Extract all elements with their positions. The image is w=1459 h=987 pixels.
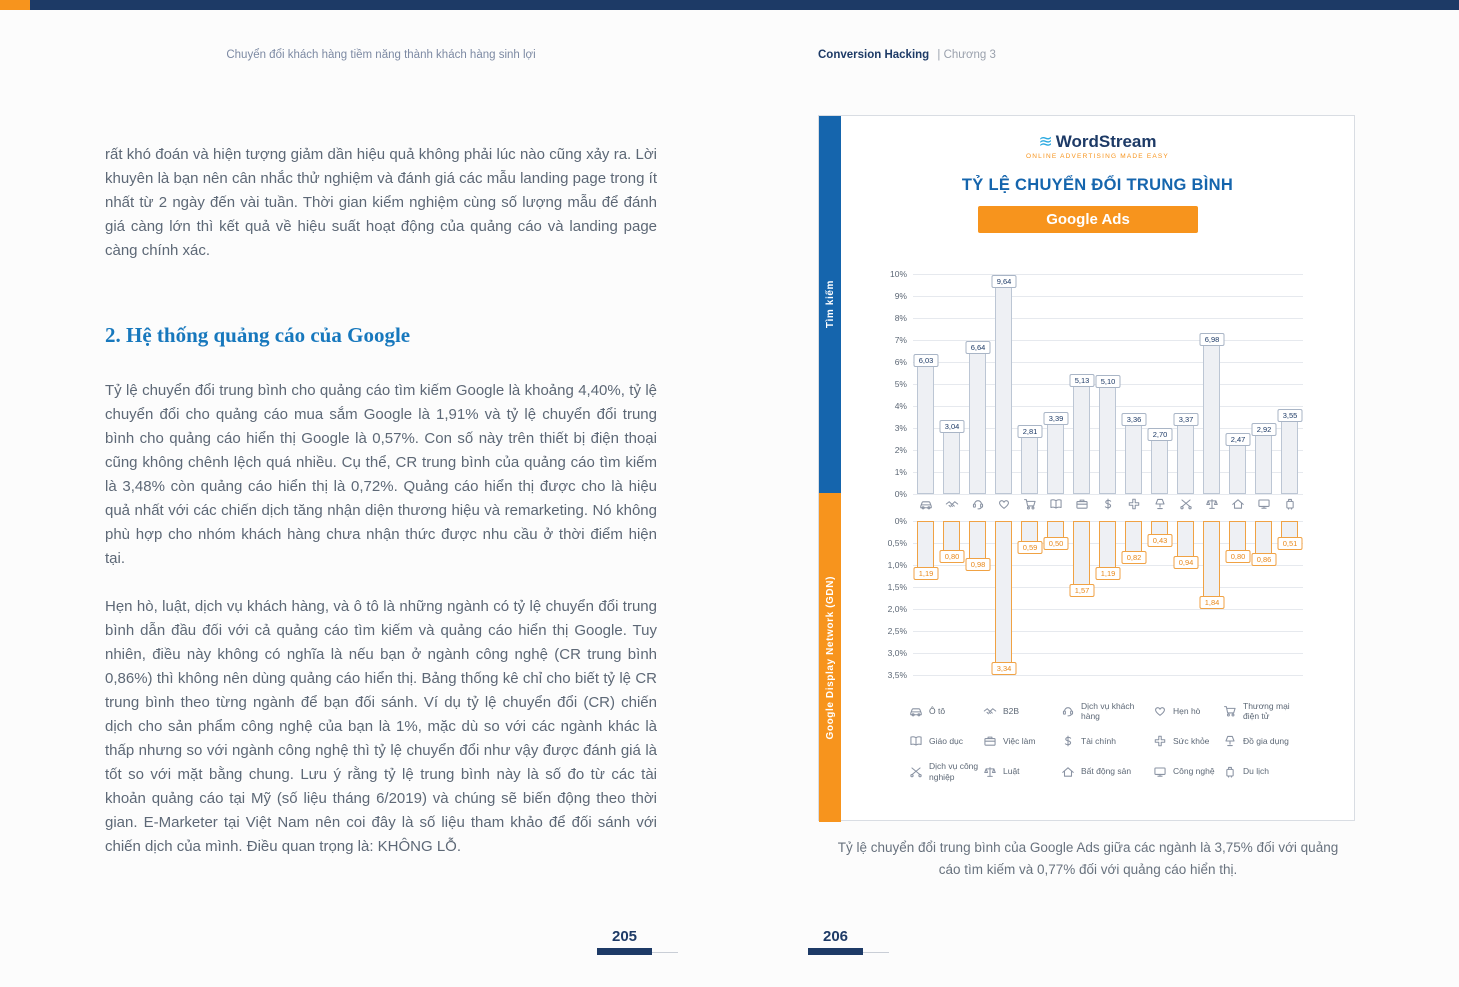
bar-value-label: 0,80 — [940, 550, 965, 563]
scales-icon — [983, 765, 997, 779]
figure-card — [818, 115, 1355, 821]
page-number-left-block — [597, 928, 652, 955]
bar-value-label: 3,37 — [1174, 413, 1199, 426]
briefcase-icon — [1069, 497, 1095, 516]
axis-tick-label: 1,0% — [887, 560, 907, 570]
bar-value-label: 5,10 — [1096, 375, 1121, 388]
search-section-label: Tìm kiếm — [824, 280, 836, 329]
headset-icon — [971, 497, 985, 511]
car-icon — [919, 497, 933, 511]
axis-tick-label: 9% — [894, 291, 907, 301]
bar-column — [1043, 521, 1069, 675]
page-number-rule — [652, 952, 678, 953]
left-page-text-column — [105, 143, 657, 859]
search-bar — [1151, 435, 1168, 494]
search-section-strip — [819, 116, 841, 493]
category-icon-axis — [913, 497, 1303, 517]
legend-item — [1153, 734, 1223, 748]
legend-item — [983, 761, 1061, 781]
bar-value-label: 2,70 — [1148, 428, 1173, 441]
legend-item — [1061, 734, 1153, 748]
bar-column — [1121, 521, 1147, 675]
gdn-section-label: Google Display Network (GDN) — [824, 575, 836, 740]
axis-tick-label: 3,0% — [887, 648, 907, 658]
axis-tick-label: 0% — [894, 489, 907, 499]
house-icon — [1061, 765, 1075, 779]
bar-value-label: 0,51 — [1278, 537, 1303, 550]
handshake-icon — [939, 497, 965, 516]
search-bar — [1047, 419, 1064, 494]
axis-tick-label: 0% — [894, 516, 907, 526]
bar-column — [991, 274, 1017, 494]
heart-icon — [997, 497, 1011, 511]
legend-item — [1223, 761, 1309, 781]
house-icon — [1231, 497, 1245, 511]
briefcase-icon — [983, 734, 997, 748]
bar-value-label: 3,55 — [1278, 409, 1303, 422]
body-paragraph: Hẹn hò, luật, dịch vụ khách hàng, và ô tô là những ngành có tỷ lệ chuyển đổi trung bình dẫn đầu đối với cả quảng cáo tìm kiếm và quảng cáo hiển thị Google. Tuy nhiên, điều này không có nghĩa là nếu bạn ở ngành công nghệ (CR trung bình 0,86%) thì không nên dùng quảng cáo hiển thị. Bảng thống kê chỉ cho biết tỷ lệ CR trung bình theo từng ngành để bạn đối sánh. Ví dụ tỷ lệ chuyển đổi (CR) chiến dịch cho sản phẩm công nghệ của bạn là 1%, mặc dù so với các ngành khác là thấp nhưng so với ngành công nghệ thì tỷ lệ chuyển đổi như vậy được đánh giá là tốt so với mặt bằng chung. Lưu ý rằng tỷ lệ trung bình này là số đo từ các tài khoản quảng cáo tại Mỹ (số liệu tháng 6/2019) và chúng sẽ biến động theo thời gian. E-Marketer tại Việt Nam nên coi đây là số liệu tham khảo để đối sánh với chiến dịch của mình. Điều quan trọng là: KHÔNG LỖ. — [105, 598, 657, 855]
axis-tick-label: 3,5% — [887, 670, 907, 680]
bar-value-label: 6,98 — [1200, 333, 1225, 346]
car-icon — [909, 704, 923, 718]
legend-label: B2B — [1003, 706, 1020, 717]
bar-column — [1017, 521, 1043, 675]
bar-value-label: 0,43 — [1148, 534, 1173, 547]
display-bar — [1203, 521, 1220, 602]
dollar-icon — [1095, 497, 1121, 516]
monitor-icon — [1251, 497, 1277, 516]
legend-label: Việc làm — [1003, 736, 1036, 747]
display-bar-chart — [887, 516, 1303, 680]
bar-column — [1251, 274, 1277, 494]
axis-tick-label: 2,5% — [887, 626, 907, 636]
search-bar — [1203, 340, 1220, 494]
legend-label: Giáo dục — [929, 736, 964, 747]
bar-value-label: 2,81 — [1018, 425, 1043, 438]
search-bar — [1099, 382, 1116, 494]
lamp-icon — [1223, 734, 1237, 748]
bar-value-label: 3,34 — [992, 662, 1017, 675]
heart-icon — [1153, 704, 1167, 718]
search-bar — [1125, 420, 1142, 494]
google-ads-badge: Google Ads — [978, 206, 1198, 233]
bar-value-label: 3,36 — [1122, 413, 1147, 426]
legend-item — [1061, 761, 1153, 781]
health-cross-icon — [1121, 497, 1147, 516]
bar-value-label: 0,86 — [1252, 553, 1277, 566]
scales-icon — [983, 765, 997, 779]
cart-icon — [1223, 704, 1237, 718]
monitor-icon — [1257, 497, 1271, 511]
search-bar-chart — [889, 269, 1303, 499]
dollar-icon — [1101, 497, 1115, 511]
book-icon — [1043, 497, 1069, 516]
book-title: Conversion Hacking — [818, 49, 930, 61]
axis-tick-label: 7% — [894, 335, 907, 345]
bar-value-label: 3,04 — [940, 420, 965, 433]
bar-column — [1043, 274, 1069, 494]
bar-column — [1095, 274, 1121, 494]
legend-item — [1223, 701, 1309, 721]
search-bar — [1229, 440, 1246, 494]
bar-column — [1277, 521, 1303, 675]
handshake-icon — [983, 704, 997, 718]
car-icon — [913, 497, 939, 516]
legend-label: Du lịch — [1243, 766, 1269, 777]
house-icon — [1225, 497, 1251, 516]
bar-value-label: 1,84 — [1200, 596, 1225, 609]
health-cross-icon — [1153, 734, 1167, 748]
bar-value-label: 0,82 — [1122, 551, 1147, 564]
bar-value-label: 0,50 — [1044, 537, 1069, 550]
scales-icon — [1199, 497, 1225, 516]
handshake-icon — [945, 497, 959, 511]
book-icon — [909, 734, 923, 748]
display-bar — [1099, 521, 1116, 573]
bar-value-label: 1,57 — [1070, 584, 1095, 597]
search-bar — [1073, 381, 1090, 494]
scissors-icon — [909, 765, 923, 779]
axis-tick-label: 2,0% — [887, 604, 907, 614]
house-icon — [1061, 765, 1075, 779]
figure-caption: Tỷ lệ chuyển đổi trung bình của Google Ads giữa các ngành là 3,75% đối với quảng cáo tìm kiếm và 0,77% đối với quảng cáo hiển thị. — [837, 840, 1339, 878]
legend-label: Ô tô — [929, 706, 946, 717]
legend-item — [1223, 734, 1309, 748]
gdn-section-strip — [819, 493, 841, 822]
section-heading: 2. Hệ thống quảng cáo của Google — [105, 323, 411, 347]
heart-icon — [1153, 704, 1167, 718]
bar-value-label: 0,98 — [966, 558, 991, 571]
legend-item — [909, 701, 983, 721]
chapter-label: | Chương 3 — [937, 49, 996, 61]
search-bar — [969, 348, 986, 494]
car-icon — [909, 704, 923, 718]
dollar-icon — [1061, 734, 1075, 748]
figure-title: TỶ LỆ CHUYỂN ĐỔI TRUNG BÌNH — [961, 176, 1234, 194]
axis-tick-label: 3% — [894, 423, 907, 433]
bar-column — [1121, 274, 1147, 494]
scales-icon — [1205, 497, 1219, 511]
bar-column — [1095, 521, 1121, 675]
wave-icon: ≋ — [1038, 132, 1053, 151]
bar-column — [1147, 274, 1173, 494]
search-bar — [1021, 432, 1038, 494]
legend-label: Bất động sản — [1081, 766, 1132, 777]
headset-icon — [965, 497, 991, 516]
page-number-rule — [863, 952, 889, 953]
bar-value-label: 5,13 — [1070, 374, 1095, 387]
wordstream-logo — [841, 132, 1354, 160]
page-number-bar — [808, 948, 863, 955]
bar-value-label: 6,03 — [914, 354, 939, 367]
legend-label: Đồ gia dụng — [1243, 736, 1289, 747]
monitor-icon — [1153, 765, 1167, 779]
lamp-icon — [1153, 497, 1167, 511]
search-bar — [917, 361, 934, 494]
axis-tick-label: 10% — [889, 269, 907, 279]
axis-tick-label: 0,5% — [887, 538, 907, 548]
legend-label: Dịch vụ khách hàng — [1081, 701, 1135, 722]
brand-name: WordStream — [1055, 132, 1157, 151]
display-bar — [1073, 521, 1090, 590]
bar-value-label: 2,47 — [1226, 433, 1251, 446]
handshake-icon — [983, 704, 997, 718]
legend-item — [1061, 701, 1153, 721]
bar-column — [939, 521, 965, 675]
monitor-icon — [1153, 765, 1167, 779]
legend-label: Dịch vụ công nghiệp — [929, 761, 979, 782]
luggage-icon — [1223, 765, 1237, 779]
legend-item — [983, 734, 1061, 748]
bar-value-label: 9,64 — [992, 275, 1017, 288]
legend-label: Sức khỏe — [1173, 736, 1210, 747]
axis-tick-label: 1% — [894, 467, 907, 477]
bar-column — [1069, 521, 1095, 675]
page-number-right-block — [808, 928, 863, 955]
bar-column — [1199, 521, 1225, 675]
axis-tick-label: 4% — [894, 401, 907, 411]
search-bar — [1255, 430, 1272, 494]
luggage-icon — [1223, 765, 1237, 779]
bar-value-label: 2,92 — [1252, 423, 1277, 436]
legend-item — [909, 734, 983, 748]
axis-tick-label: 2% — [894, 445, 907, 455]
bar-value-label: 0,80 — [1226, 550, 1251, 563]
bar-column — [991, 521, 1017, 675]
brand-tagline: ONLINE ADVERTISING MADE EASY — [1026, 153, 1169, 160]
bar-column — [1251, 521, 1277, 675]
cart-icon — [1223, 704, 1237, 718]
scissors-icon — [909, 765, 923, 779]
page-number-bar — [597, 948, 652, 955]
legend-label: Công nghệ — [1173, 766, 1215, 777]
bar-column — [939, 274, 965, 494]
top-accent-bar — [0, 0, 1459, 10]
lamp-icon — [1223, 734, 1237, 748]
gridline — [913, 675, 1303, 676]
bar-column — [965, 521, 991, 675]
legend-item — [1153, 701, 1223, 721]
legend-item — [983, 701, 1061, 721]
axis-tick-label: 5% — [894, 379, 907, 389]
bar-column — [1277, 274, 1303, 494]
top-accent-orange — [0, 0, 30, 10]
gridline — [913, 494, 1303, 495]
search-bar — [995, 282, 1012, 494]
headset-icon — [1061, 704, 1075, 718]
legend-label: Thương mại điện tử — [1243, 701, 1290, 722]
running-header-left: Chuyển đổi khách hàng tiềm năng thành khách hàng sinh lợi — [226, 49, 536, 61]
bar-column — [1173, 274, 1199, 494]
lamp-icon — [1147, 497, 1173, 516]
luggage-icon — [1283, 497, 1297, 511]
bar-column — [913, 521, 939, 675]
bar-column — [913, 274, 939, 494]
legend-label: Tài chính — [1081, 736, 1116, 747]
legend-label: Luật — [1003, 766, 1020, 777]
axis-tick-label: 8% — [894, 313, 907, 323]
running-header-right — [818, 49, 996, 61]
body-paragraph: Tỷ lệ chuyển đổi trung bình cho quảng cáo tìm kiếm Google là khoảng 4,40%, tỷ lệ chuyển đổi cho quảng cáo mua sắm Google là 1,91% và tỷ lệ chuyển đổi trung bình cho quảng cáo hiển thị Google là 0,57%. Con số này trên thiết bị điện thoại cũng không chênh lệch quá nhiều. Cụ thể, CR trung bình của quảng cáo tìm kiếm là 3,48% còn quảng cáo hiển thị là 0,72%. Quảng cáo hiển thị được cho là hiệu quả nhất với các chiến dịch tăng nhận diện thương hiệu và remarketing. Nó không phù hợp cho nhóm khách hàng chưa nhận thức được nhu cầu ở thời điểm hiện tại. — [105, 382, 657, 567]
bar-value-label: 1,19 — [1096, 567, 1121, 580]
bar-value-label: 3,39 — [1044, 412, 1069, 425]
legend-item — [909, 761, 983, 781]
bar-column — [1225, 521, 1251, 675]
axis-tick-label: 6% — [894, 357, 907, 367]
display-bar — [917, 521, 934, 573]
bar-value-label: 6,64 — [966, 341, 991, 354]
book-icon — [1049, 497, 1063, 511]
display-bar — [995, 521, 1012, 668]
bar-value-label: 0,59 — [1018, 541, 1043, 554]
bar-value-label: 0,94 — [1174, 556, 1199, 569]
health-cross-icon — [1153, 734, 1167, 748]
legend-item — [1153, 761, 1223, 781]
cart-icon — [1023, 497, 1037, 511]
search-bar — [943, 427, 960, 494]
body-paragraph: rất khó đoán và hiện tượng giảm dần hiệu quả không phải lúc nào cũng xảy ra. Lời khuyên là bạn nên cân nhắc thử nghiệm và đánh giá các mẫu landing page trong ít nhất từ 2 ngày đến vài tuần. Thời gian kiểm nghiệm cùng số lượng mẫu để đánh giá càng lớn thì kết quả về hiệu suất hoạt động của quảng cáo và landing page càng chính xác. — [105, 146, 657, 259]
bar-column — [1225, 274, 1251, 494]
search-bar — [1177, 420, 1194, 494]
bar-column — [1199, 274, 1225, 494]
book-icon — [909, 734, 923, 748]
cart-icon — [1017, 497, 1043, 516]
bar-column — [965, 274, 991, 494]
briefcase-icon — [983, 734, 997, 748]
bar-value-label: 1,19 — [914, 567, 939, 580]
briefcase-icon — [1075, 497, 1089, 511]
chart-legend — [909, 701, 1311, 782]
page-number: 205 — [611, 928, 638, 945]
heart-icon — [991, 497, 1017, 516]
scissors-icon — [1179, 497, 1193, 511]
bar-column — [1069, 274, 1095, 494]
axis-tick-label: 1,5% — [887, 582, 907, 592]
legend-label: Hẹn hò — [1173, 706, 1201, 717]
luggage-icon — [1277, 497, 1303, 516]
health-cross-icon — [1127, 497, 1141, 511]
bar-column — [1147, 521, 1173, 675]
bar-column — [1173, 521, 1199, 675]
search-bar — [1281, 416, 1298, 494]
scissors-icon — [1173, 497, 1199, 516]
dollar-icon — [1061, 734, 1075, 748]
page-number: 206 — [822, 928, 849, 945]
headset-icon — [1061, 704, 1075, 718]
bar-column — [1017, 274, 1043, 494]
